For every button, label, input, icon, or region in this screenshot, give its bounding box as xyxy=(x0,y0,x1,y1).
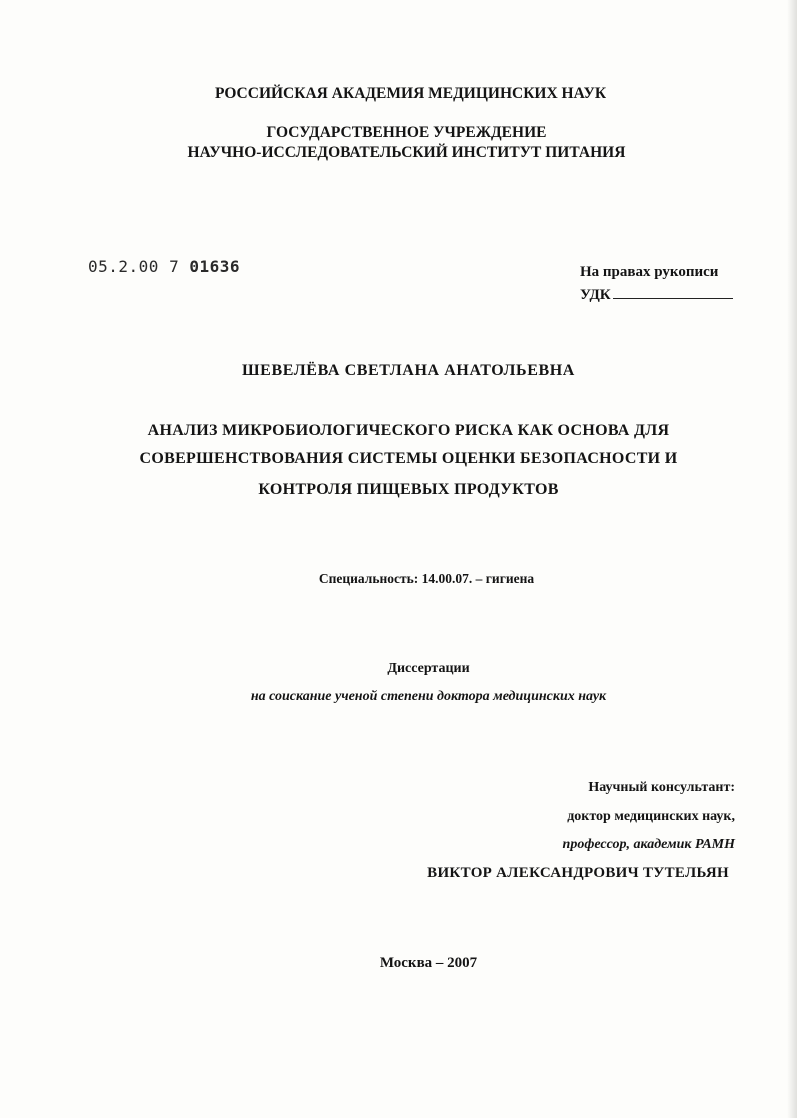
work-type: Диссертации xyxy=(387,661,470,676)
institution-line-1: ГОСУДАРСТВЕННОЕ УЧРЕЖДЕНИЕ xyxy=(266,124,547,141)
institution-line-2: НАУЧНО-ИССЛЕДОВАТЕЛЬСКИЙ ИНСТИТУТ ПИТАНИЯ xyxy=(187,144,626,161)
stamp-code-head: 05.2.00 7 xyxy=(88,257,190,276)
title-line-1: АНАЛИЗ МИКРОБИОЛОГИЧЕСКОГО РИСКА КАК ОСНОВА ДЛЯ xyxy=(147,422,670,439)
specialty: Специальность: 14.00.07. – гигиена xyxy=(318,571,535,586)
consultant-label: Научный консультант: xyxy=(588,780,735,795)
title-line-3: КОНТРОЛЯ ПИЩЕВЫХ ПРОДУКТОВ xyxy=(258,481,559,498)
manuscript-rights: На правах рукописи xyxy=(580,264,719,280)
consultant-name: ВИКТОР АЛЕКСАНДРОВИЧ ТУТЕЛЬЯН xyxy=(427,865,729,881)
stamp-code-tail: 01636 xyxy=(189,257,240,276)
degree-statement: на соискание ученой степени доктора медицинских наук xyxy=(250,689,607,704)
udk-blank-line xyxy=(613,285,733,299)
title-line-2: СОВЕРШЕНСТВОВАНИЯ СИСТЕМЫ ОЦЕНКИ БЕЗОПАСНОСТИ И xyxy=(139,450,678,467)
author-name: ШЕВЕЛЁВА СВЕТЛАНА АНАТОЛЬЕВНА xyxy=(242,362,575,379)
place-and-year: Москва – 2007 xyxy=(379,955,478,971)
archive-stamp xyxy=(88,257,240,276)
udk-field xyxy=(580,285,733,304)
consultant-degree: доктор медицинских наук, xyxy=(567,809,735,824)
academy-name: РОССИЙСКАЯ АКАДЕМИЯ МЕДИЦИНСКИХ НАУК xyxy=(214,85,607,102)
consultant-rank: профессор, академик РАМН xyxy=(562,837,735,852)
scan-edge-shadow xyxy=(787,0,797,1118)
udk-label: УДК xyxy=(580,287,611,303)
